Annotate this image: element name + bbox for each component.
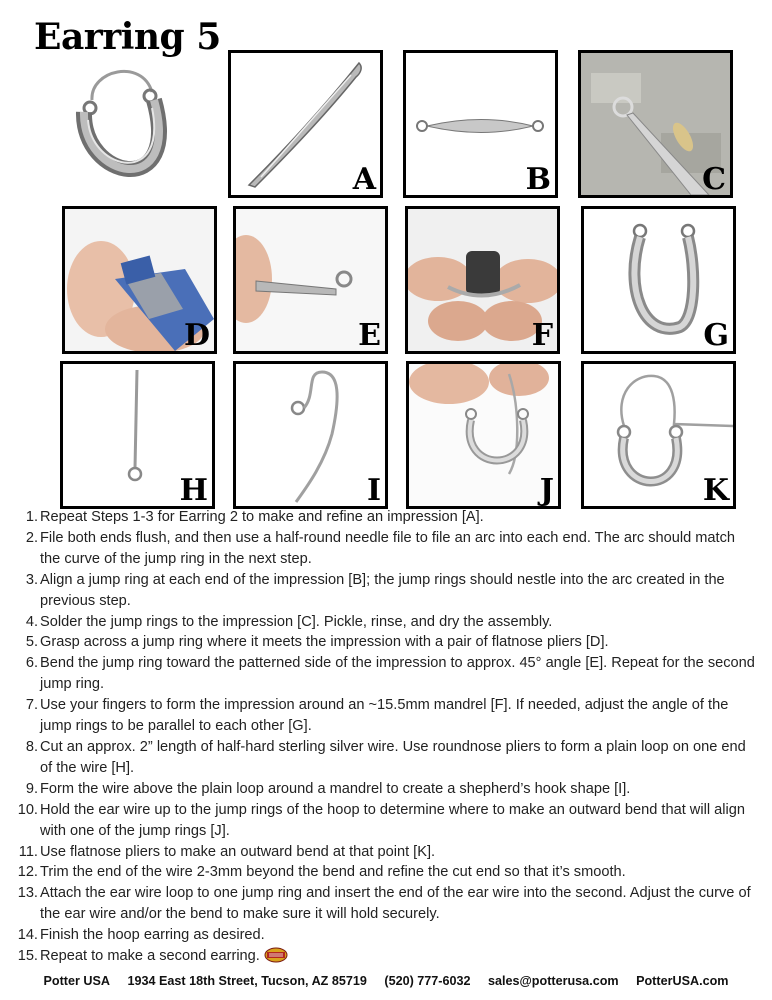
step-photo-j	[406, 361, 561, 509]
panel-label-c: C	[702, 162, 726, 197]
step-item: 7. Use your fingers to form the impression around an ~15.5mm mandrel [F]. If needed, adjust the angle of the jump rings to be parallel to each other [G].	[25, 697, 729, 735]
footer-website[interactable]: PotterUSA.com	[636, 974, 729, 988]
step-item: 14. Finish the hoop earring as desired.	[17, 927, 265, 944]
footer-company: Potter USA	[43, 974, 110, 988]
step-photo-k	[581, 361, 736, 509]
step-photo-h	[60, 361, 215, 509]
finished-earring-image	[62, 60, 222, 200]
step-item: 9. Form the wire above the plain loop around a mandrel to create a shepherd’s hook shape [I].	[25, 780, 631, 797]
panel-label-f: F	[531, 318, 553, 353]
step-item: 8. Cut an approx. 2” length of half-hard sterling silver wire. Use roundnose pliers to form a plain loop on one end of the wire [H].	[25, 738, 746, 776]
step-item: 1. Repeat Steps 1-3 for Earring 2 to make and refine an impression [A].	[25, 509, 484, 525]
panel-label-g: G	[703, 318, 729, 353]
instruction-steps	[14, 507, 759, 967]
step-item: 4. Solder the jump rings to the impression [C]. Pickle, rinse, and dry the assembly.	[25, 613, 553, 630]
panel-label-a: A	[352, 162, 376, 197]
panel-label-i: I	[366, 473, 381, 508]
step-photo-c	[578, 50, 733, 198]
page-title: Earring 5	[34, 16, 221, 58]
panel-label-d: D	[183, 318, 210, 353]
step-item: 12. Trim the end of the wire 2-3mm beyond the bend and refine the cut end so that it’s smooth.	[17, 864, 626, 881]
step-item: 2. File both ends flush, and then use a half-round needle file to file an arc into each end. The arc should match the curve of the jump ring in the next step.	[25, 529, 735, 567]
step-item: 6. Bend the jump ring toward the patterned side of the impression to approx. 45° angle [E]. Repeat for the second jump ring.	[25, 655, 755, 693]
step-photo-e	[233, 206, 388, 354]
step-item: 15. Repeat to make a second earring.	[14, 946, 759, 967]
footer-email[interactable]: sales@potterusa.com	[488, 974, 619, 988]
panel-label-j: J	[539, 473, 554, 508]
step-item: 11. Use flatnose pliers to make an outward bend at that point [K].	[18, 843, 436, 860]
footer	[0, 974, 772, 988]
step-photo-b	[403, 50, 558, 198]
panel-label-h: H	[179, 473, 208, 508]
panel-label-e: E	[358, 318, 381, 353]
panel-label-b: B	[525, 162, 551, 197]
step-item: 13. Attach the ear wire loop to one jump ring and insert the end of the ear wire into the second. Adjust the curve of the ear wire and/or the bend to make sure it will hold securely.	[17, 885, 751, 923]
step-photo-i	[233, 361, 388, 509]
footer-phone: (520) 777-6032	[384, 974, 471, 988]
step-photo-f	[405, 206, 560, 354]
step-photo-g	[581, 206, 736, 354]
potter-usa-logo	[264, 947, 288, 963]
panel-label-k: K	[702, 473, 729, 508]
step-photo-a	[228, 50, 383, 198]
step-photo-d	[62, 206, 217, 354]
step-item: 5. Grasp across a jump ring where it meets the impression with a pair of flatnose pliers [D].	[25, 634, 609, 651]
step-item: 10. Hold the ear wire up to the jump rings of the hoop to determine where to make an outward bend that will align with one of the jump rings [J].	[17, 801, 745, 839]
step-item: 3. Align a jump ring at each end of the impression [B]; the jump rings should nestle into the arc created in the previous step.	[25, 571, 725, 609]
footer-address: 1934 East 18th Street, Tucson, AZ 85719	[127, 974, 367, 988]
